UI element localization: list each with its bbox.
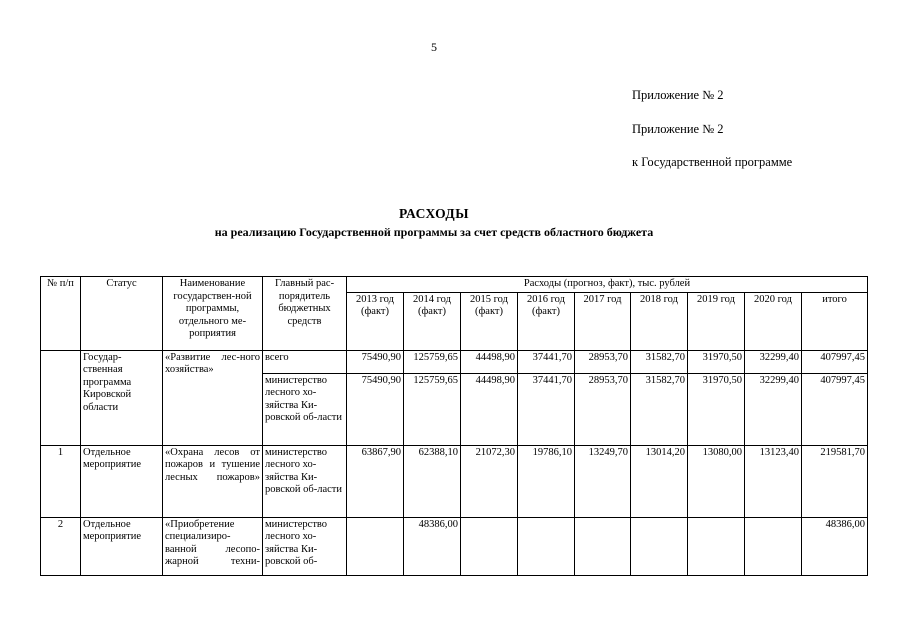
cell-value: 13123,40 bbox=[745, 445, 802, 517]
cell-total: 407997,45 bbox=[802, 373, 868, 445]
header-year: 2017 год bbox=[575, 292, 631, 350]
cell-value bbox=[631, 517, 688, 575]
cell-status: Отдельное мероприятие bbox=[81, 445, 163, 517]
header-total: итого bbox=[802, 292, 868, 350]
appendix-line-1: Приложение № 2 bbox=[632, 88, 724, 102]
cell-name: «Развитие лес-ного хозяйства» bbox=[163, 350, 263, 445]
cell-value bbox=[745, 517, 802, 575]
appendix-line-2: Приложение № 2 bbox=[632, 122, 724, 136]
header-year: 2019 год bbox=[688, 292, 745, 350]
cell-status: Государ-ственная программа Кировской области bbox=[81, 350, 163, 445]
table-row bbox=[41, 445, 868, 517]
header-manager: Главный рас-порядитель бюджетных средств bbox=[263, 277, 347, 351]
cell-value: 125759,65 bbox=[404, 373, 461, 445]
header-name: Наименование государствен-ной программы, отдельного ме-роприятия bbox=[163, 277, 263, 351]
cell-value bbox=[688, 517, 745, 575]
cell-name: «Приобретение специализиро-ванной лесопо-жарной техни- bbox=[163, 517, 263, 575]
header-expenses: Расходы (прогноз, факт), тыс. рублей bbox=[347, 277, 868, 293]
table-row bbox=[41, 350, 868, 373]
cell-manager: министерство лесного хо-зяйства Ки-ровской об- bbox=[263, 517, 347, 575]
cell-value: 28953,70 bbox=[575, 350, 631, 373]
document-title: РАСХОДЫ bbox=[399, 206, 469, 221]
cell-value: 31970,50 bbox=[688, 373, 745, 445]
cell-value: 125759,65 bbox=[404, 350, 461, 373]
cell-value: 48386,00 bbox=[404, 517, 461, 575]
expenses-table bbox=[40, 276, 868, 576]
appendix-line-3: к Государственной программе bbox=[632, 155, 793, 169]
header-year: 2020 год bbox=[745, 292, 802, 350]
cell-value: 75490,90 bbox=[347, 373, 404, 445]
cell-value: 37441,70 bbox=[518, 350, 575, 373]
cell-manager: министерство лесного хо-зяйства Ки-ровской об-ласти bbox=[263, 373, 347, 445]
cell-total: 219581,70 bbox=[802, 445, 868, 517]
cell-name: «Охрана лесов от пожаров и тушение лесных пожаров» bbox=[163, 445, 263, 517]
cell-value: 21072,30 bbox=[461, 445, 518, 517]
cell-value: 75490,90 bbox=[347, 350, 404, 373]
cell-value: 13080,00 bbox=[688, 445, 745, 517]
cell-num bbox=[41, 350, 81, 445]
cell-value: 44498,90 bbox=[461, 373, 518, 445]
cell-value: 13014,20 bbox=[631, 445, 688, 517]
cell-value: 44498,90 bbox=[461, 350, 518, 373]
cell-status: Отдельное мероприятие bbox=[81, 517, 163, 575]
cell-total: 407997,45 bbox=[802, 350, 868, 373]
cell-value: 28953,70 bbox=[575, 373, 631, 445]
cell-num: 2 bbox=[41, 517, 81, 575]
cell-value bbox=[575, 517, 631, 575]
cell-total: 48386,00 bbox=[802, 517, 868, 575]
cell-value: 19786,10 bbox=[518, 445, 575, 517]
cell-value: 32299,40 bbox=[745, 373, 802, 445]
header-year: 2014 год (факт) bbox=[404, 292, 461, 350]
cell-manager: всего bbox=[263, 350, 347, 373]
cell-value bbox=[461, 517, 518, 575]
header-year: 2016 год (факт) bbox=[518, 292, 575, 350]
cell-value: 37441,70 bbox=[518, 373, 575, 445]
cell-num: 1 bbox=[41, 445, 81, 517]
cell-value: 31970,50 bbox=[688, 350, 745, 373]
cell-value: 13249,70 bbox=[575, 445, 631, 517]
cell-value: 31582,70 bbox=[631, 350, 688, 373]
page-number: 5 bbox=[431, 40, 437, 54]
header-status: Статус bbox=[81, 277, 163, 351]
cell-value bbox=[518, 517, 575, 575]
table-row bbox=[41, 517, 868, 575]
document-subtitle: на реализацию Государственной программы за счет средств областного бюджета bbox=[214, 225, 654, 239]
cell-manager: министерство лесного хо-зяйства Ки-ровской об-ласти bbox=[263, 445, 347, 517]
header-row-1 bbox=[41, 277, 868, 293]
cell-value: 32299,40 bbox=[745, 350, 802, 373]
header-num: № п/п bbox=[41, 277, 81, 351]
header-year: 2013 год (факт) bbox=[347, 292, 404, 350]
cell-value bbox=[347, 517, 404, 575]
cell-value: 31582,70 bbox=[631, 373, 688, 445]
cell-value: 62388,10 bbox=[404, 445, 461, 517]
header-year: 2015 год (факт) bbox=[461, 292, 518, 350]
cell-value: 63867,90 bbox=[347, 445, 404, 517]
header-year: 2018 год bbox=[631, 292, 688, 350]
